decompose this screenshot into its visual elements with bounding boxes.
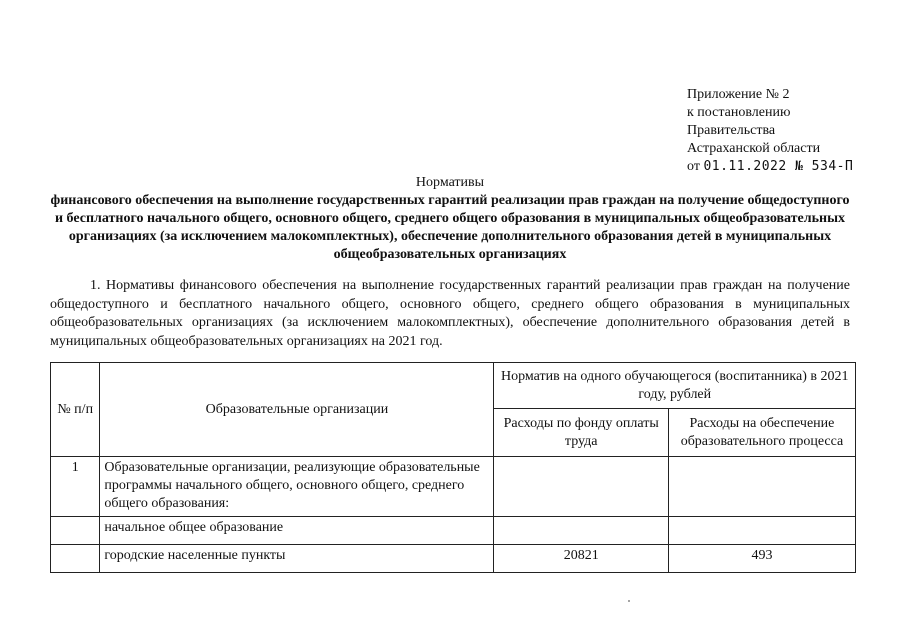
appendix-line-1: Приложение № 2 (687, 87, 790, 102)
appendix-line-2: к постановлению (687, 105, 791, 120)
norms-table (50, 362, 856, 573)
table-row (51, 457, 856, 517)
scan-speck (628, 600, 630, 602)
cell-b (668, 457, 855, 517)
table-row (51, 517, 856, 545)
cell-b (668, 517, 855, 545)
cell-a (494, 457, 668, 517)
document-heading: Нормативы (415, 175, 485, 190)
header-num: № п/п (51, 363, 100, 457)
header-org: Образовательные организации (100, 363, 494, 457)
cell-org: городские населенные пункты (100, 545, 494, 573)
table-row (51, 545, 856, 573)
appendix-line-4: Астраханской области (687, 141, 821, 156)
header-col-a: Расходы по фонду оплаты труда (494, 409, 668, 457)
cell-num (51, 517, 100, 545)
cell-org: начальное общее образование (100, 517, 494, 545)
cell-num (51, 545, 100, 573)
document-subtitle: финансового обеспечения на выполнение государственных гарантий реализации прав граждан на получение общедоступного и бесплатного начального общего, основного общего, среднего общего образования в муниципальных общеобразовательных организациях (за исключением малокомплектных), обеспечение дополнительного образования детей в муниципальных общеобразовательных организациях (50, 193, 850, 262)
appendix-line-3: Правительства (687, 123, 776, 138)
appendix-date-stamp: 01.11.2022 № 534-П (703, 159, 854, 174)
appendix-date-prefix: от (687, 159, 700, 174)
header-col-b: Расходы на обеспечение образовательного процесса (668, 409, 855, 457)
header-norm: Норматив на одного обучающегося (воспитанника) в 2021 году, рублей (494, 363, 856, 409)
appendix-block (687, 86, 853, 176)
table-header-row-1 (51, 363, 856, 409)
cell-org: Образовательные организации, реализующие образовательные программы начального общего, основного общего, среднего общего образования: (100, 457, 494, 517)
cell-num: 1 (51, 457, 100, 517)
cell-b: 493 (668, 545, 855, 573)
paragraph-1: 1. Нормативы финансового обеспечения на выполнение государственных гарантий реализации прав граждан на получение общедоступного и бесплатного начального общего, основного общего, среднего общего образования в муниципальных общеобразовательных организациях (за исключением малокомплектных), обеспечение дополнительного образования детей в муниципальных общеобразовательных организациях на 2021 год. (50, 278, 850, 349)
cell-a: 20821 (494, 545, 668, 573)
cell-a (494, 517, 668, 545)
